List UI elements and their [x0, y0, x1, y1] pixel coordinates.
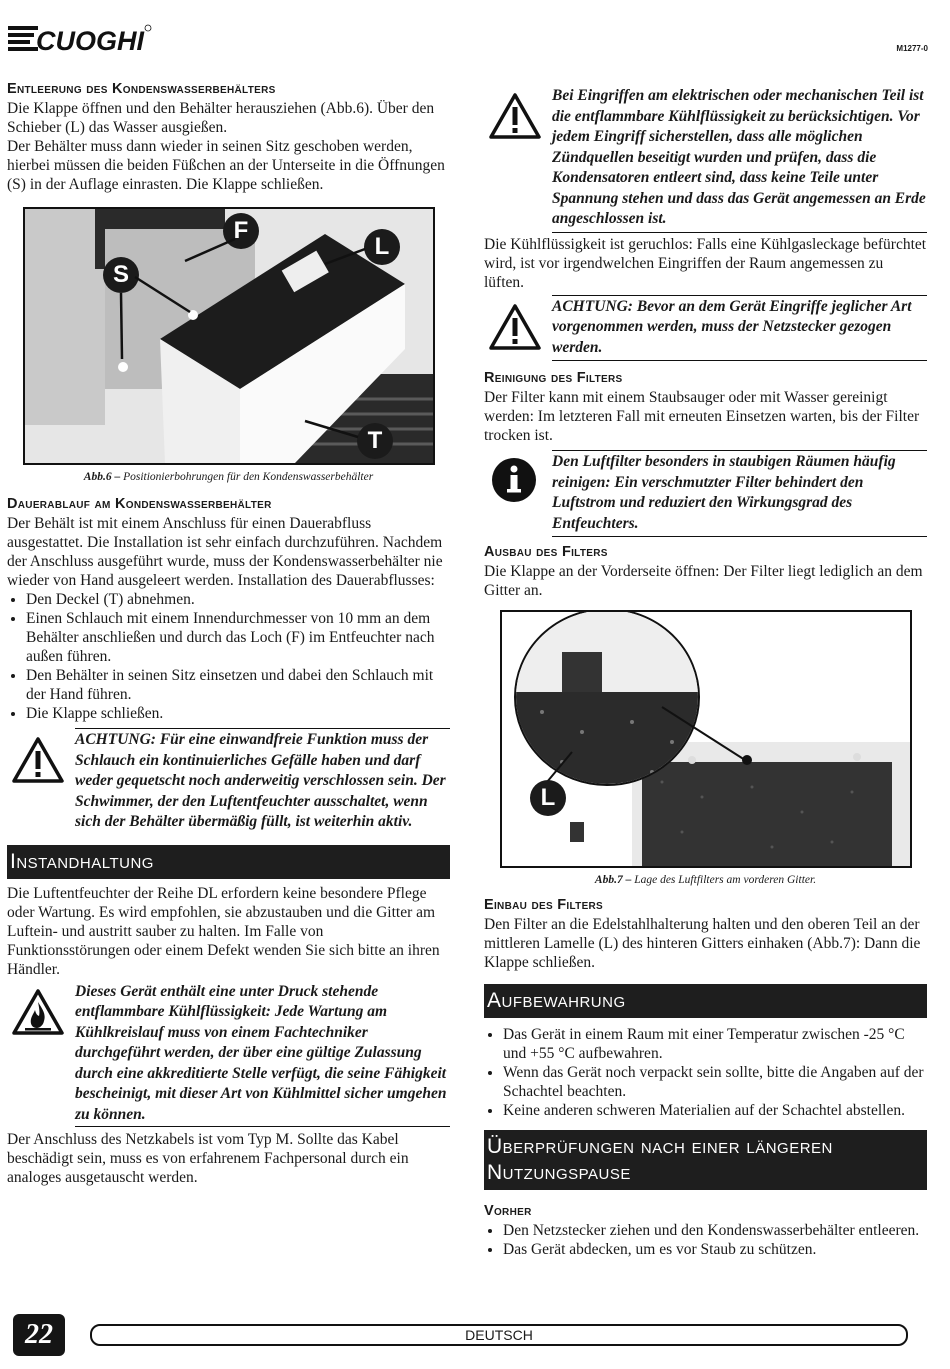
warning-triangle-icon: [11, 736, 65, 784]
figure-caption-abb7: Abb.7 – Lage des Luftfilters am vorderen Gitter.: [594, 874, 817, 886]
divider: [552, 295, 927, 296]
info-text: Den Luftfilter besonders in staubigen Räumen häufig reinigen: Ein verschmutzter Filter behindert den Luftstrom und reduziert den Wirkungsgrad des Entfeuchters.: [552, 453, 896, 532]
section-band-instandhaltung: Instandhaltung: [7, 845, 450, 879]
paragraph: Der Behälter muss dann wieder in seinen Sitz geschoben werden, hierbei müssen die beiden Füßchen an der Unterseite in die Öffnungen (S) in der Auflage einrasten. Die Klappe schließen.: [7, 138, 445, 193]
list-item: • Wenn das Gerät noch verpackt sein sollte, bitte die Angaben auf der Schachtel beachten.: [503, 1063, 927, 1101]
page-number: 22: [13, 1314, 65, 1356]
paragraph: Die Klappe öffnen und den Behälter herausziehen (Abb.6). Über den Schieber (L) das Wasser ausgießen.: [7, 100, 435, 136]
divider: [552, 232, 927, 233]
flammable-icon: [11, 988, 65, 1036]
label-l: L: [364, 229, 400, 265]
list-item: • Den Behälter in seinen Sitz einsetzen und dabei den Schlauch mit der Hand führen.: [26, 666, 450, 704]
label-t: T: [357, 423, 393, 459]
divider: [552, 360, 927, 361]
divider: [552, 536, 927, 537]
paragraph: Die Klappe an der Vorderseite öffnen: Der Filter liegt lediglich an dem Gitter an.: [484, 563, 923, 599]
paragraph: Der Filter kann mit einem Staubsauger oder mit Wasser gereinigt werden: Im letzteren Fall mit erneuten Einsetzen warten, bis der Filter trocken ist.: [484, 389, 920, 444]
section-title-ausbau: Ausbau des Filters: [484, 544, 608, 560]
list-item: • Die Klappe schließen.: [26, 704, 450, 723]
section-title-reinigung: Reinigung des Filters: [484, 370, 623, 386]
bullet-list: [7, 590, 450, 723]
section-title-einbau: Einbau des Filters: [484, 897, 604, 913]
warning-text: ACHTUNG: Für eine einwandfreie Funktion muss der Schlauch ein kontinuierliches Gefälle haben und darf weder gequetscht noch anderweitig verschlossen sein. Der Schwimmer, der den Luftentfeuchter ausschaltet, wenn sich der Behälter übermäßig füllt, ist weiterhin aktiv.: [75, 731, 446, 830]
warning-block: [484, 297, 927, 359]
list-item: • Das Gerät abdecken, um es vor Staub zu schützen.: [503, 1240, 927, 1259]
list-item: • Das Gerät in einem Raum mit einer Temperatur zwischen -25 °C und +55 °C aufbewahren.: [503, 1025, 927, 1063]
right-column: [484, 86, 927, 1259]
bullet-list: [484, 1025, 927, 1120]
warning-text: Bei Eingriffen am elektrischen oder mechanischen Teil ist die entflammbare Kühlflüssigkeit zu berücksichtigen. Vor jedem Eingriff sicherstellen, dass alle möglichen Zündquellen beseitigt wurden und prüfen, dass die Kondensatoren entleert sind, dass keine Teile unter Spannung stehen und dass das Gerät angemessen an Erde angeschlossen ist.: [552, 87, 926, 227]
warning-text: ACHTUNG: Bevor an dem Gerät Eingriffe jeglicher Art vorgenommen werden, muss der Netzstecker gezogen werden.: [552, 297, 912, 356]
paragraph: Der Anschluss des Netzkabels ist vom Typ M. Sollte das Kabel beschädigt sein, muss es von erfahrenem Fachpersonal durch ein analoges ausgetauscht werden.: [7, 1131, 409, 1186]
info-icon: [490, 456, 538, 504]
divider: [75, 728, 450, 729]
label-l: L: [530, 780, 566, 816]
section-title-vorher: Vorher: [484, 1203, 532, 1219]
figure-abb7: [500, 610, 912, 868]
air-filter-illustration: [502, 612, 910, 866]
document-code: M1277-0: [896, 44, 928, 53]
figure-caption-abb6: Abb.6 – Positionierbohrungen für den Kondenswasserbehälter: [83, 471, 374, 483]
paragraph: Der Behält ist mit einem Anschluss für einen Dauerabfluss ausgestattet. Die Installation ist sehr einfach durchzuführen. Nachdem der Anschluss ausgeführt wurde, muss der Kondenswasserbehälter nie wieder von Hand ausgeleert werden. Installation des Dauerabflusses:: [7, 515, 443, 589]
label-s: S: [103, 257, 139, 293]
label-f: F: [223, 213, 259, 249]
list-item: • Einen Schlauch mit einem Innendurchmesser von 10 mm an dem Behälter anschließen und durch das Loch (F) im Entfeuchter nach außen führen.: [26, 609, 450, 666]
bullet-list: [484, 1221, 927, 1259]
language-footer: DEUTSCH: [90, 1324, 908, 1346]
cuoghi-logo: [8, 22, 153, 56]
callout-lines: [25, 209, 433, 463]
paragraph: Die Luftentfeuchter der Reihe DL erfordern keine besondere Pflege oder Wartung. Es wird empfohlen, sie abzustauben und die Gitter am Luftein- und austritt sauber zu halten. Im Falle von Funktionsstörungen oder einem Defekt wenden Sie sich bitte an ihren Händler.: [7, 884, 440, 978]
list-item: • Den Deckel (T) abnehmen.: [26, 590, 450, 609]
warning-triangle-icon: [488, 303, 542, 351]
info-block: [484, 452, 927, 534]
warning-block: [7, 730, 450, 833]
divider: [75, 1126, 450, 1127]
section-title-dauerablauf: Dauerablauf am Kondenswasserbehälter: [7, 496, 272, 512]
left-column: [7, 80, 450, 1187]
figure-abb6: [23, 207, 435, 465]
warning-text: Dieses Gerät enthält eine unter Druck stehende entflammbare Kühlflüssigkeit: Jede Wartung am Kühlkreislauf muss von einem Fachtechniker durchgeführt werden, der über eine gültige Zulassung durch eine akkreditierte Stelle verfügt, die seine Fähigkeit bescheinigt, mit dieser Art von Kühlmittel sicher umgehen zu können.: [75, 982, 447, 1123]
flammable-warning-block: [7, 982, 450, 1126]
brand-text: CUOGHI: [36, 26, 144, 56]
warning-triangle-icon: [488, 92, 542, 140]
list-item: • Den Netzstecker ziehen und den Kondenswasserbehälter entleeren.: [503, 1221, 927, 1240]
warning-block: [484, 86, 927, 230]
list-item: • Keine anderen schweren Materialien auf der Schachtel abstellen.: [503, 1101, 927, 1120]
paragraph: Die Kühlflüssigkeit ist geruchlos: Falls eine Kühlgasleckage befürchtet wird, ist vor irgendwelchen Eingriffen der Raum angemessen zu lüften.: [484, 235, 927, 291]
divider: [552, 450, 927, 451]
section-title-entleerung: Entleerung des Kondenswasserbehälters: [7, 81, 276, 97]
paragraph: Den Filter an die Edelstahlhalterung halten und den oberen Teil an der mittleren Lamelle (L) des hinteren Gitters einhaken (Abb.7): Dann die Klappe schließen.: [484, 916, 921, 971]
section-band-ueberpruefungen: Überprüfungen nach einer längeren Nutzungspause: [484, 1130, 927, 1190]
section-band-aufbewahrung: Aufbewahrung: [484, 984, 927, 1018]
